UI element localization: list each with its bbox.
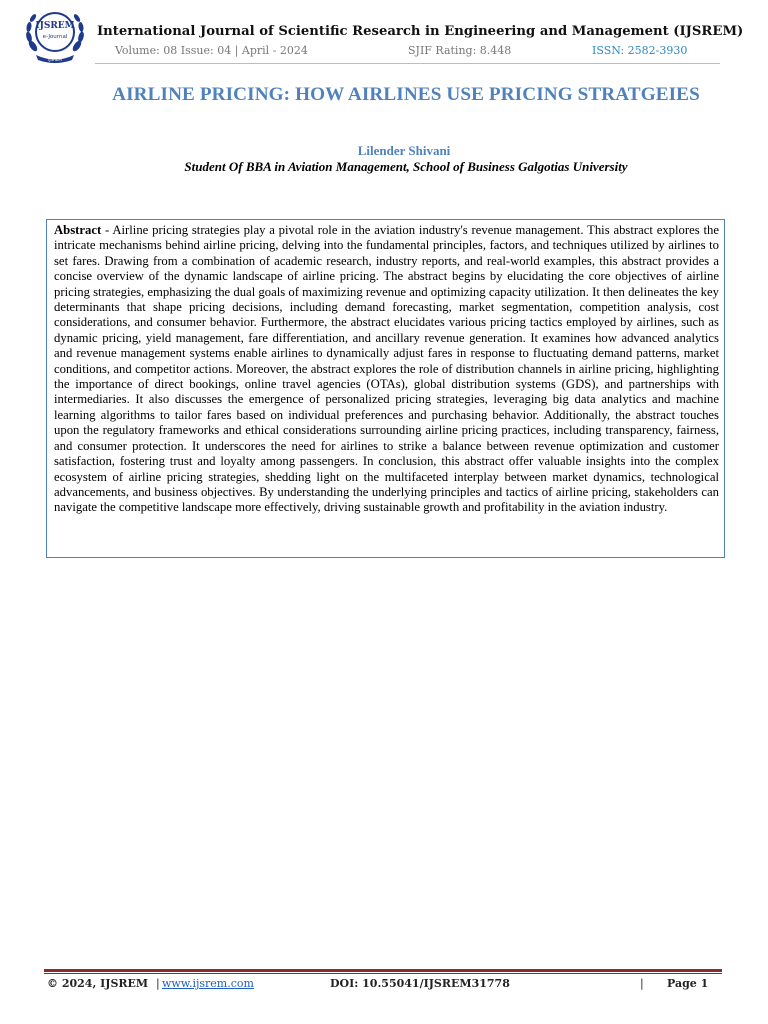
author-affiliation: Student Of BBA in Aviation Management, School of Business Galgotias University	[184, 159, 628, 174]
logo-text: IJSREM	[35, 21, 75, 31]
ijsrem-logo	[22, 6, 88, 64]
journal-title: International Journal of Scientific Research in Engineering and Management (IJSREM)	[97, 24, 744, 39]
footer-separator: |	[156, 977, 160, 990]
volume-issue: Volume: 08 Issue: 04 | April - 2024	[115, 44, 308, 57]
issn: ISSN: 2582-3930	[592, 44, 688, 57]
logo-ribbon-text: IJSREM	[48, 57, 62, 62]
footer-rule-thin	[44, 973, 722, 974]
footer-doi: DOI: 10.55041/IJSREM31778	[330, 977, 510, 990]
footer-copyright: © 2024, IJSREM	[47, 977, 149, 990]
paper-title: AIRLINE PRICING: HOW AIRLINES USE PRICING STRATGEIES	[112, 84, 700, 105]
footer-rule-thick	[44, 969, 722, 972]
header-divider	[95, 63, 720, 64]
footer-separator: |	[640, 977, 644, 990]
sjif-rating: SJIF Rating: 8.448	[408, 44, 512, 57]
author-name: Lilender Shivani	[357, 143, 451, 158]
footer-page-number: Page 1	[667, 977, 709, 990]
logo-subtext: e-Journal	[42, 34, 68, 40]
abstract-label: Abstract	[54, 223, 102, 237]
abstract-text: - Airline pricing strategies play a pivotal role in the aviation industry's revenue management. This abstract explores the intricate mechanisms behind airline pricing, delving into the fundamental principles, factors, and techniques utilized by airlines to set fares. Drawing from a combination of academic research, industry reports, and real-world examples, this abstract provides a concise overview of the dynamic landscape of airline pricing. The abstract begins by elucidating the core objectives of airline pricing strategies, emphasizing the dual goals of maximizing revenue and optimizing capacity utilization. It then delineates the key determinants that shape pricing decisions, including demand forecasting, market segmentation, competition analysis, cost considerations, and consumer behavior. Furthermore, the abstract elucidates various pricing tactics employed by airlines, such as dynamic pricing, yield management, fare differentiation, and ancillary revenue generation. It examines how advanced analytics and revenue management systems enable airlines to dynamically adjust fares in response to fluctuating demand patterns, market conditions, and competitor actions. Moreover, the abstract explores the role of distribution channels in airline pricing, highlighting the importance of direct bookings, online travel agencies (OTAs), global distribution systems (GDS), and partnerships with intermediaries. It also discusses the emergence of personalized pricing strategies, leveraging big data analytics and machine learning algorithms to tailor fares based on individual preferences and purchasing behavior. Additionally, the abstract touches upon the regulatory frameworks and ethical considerations surrounding airline pricing practices, including transparency, fairness, and consumer protection. It underscores the need for airlines to strike a balance between revenue optimization and customer satisfaction, fostering trust and loyalty among passengers. In conclusion, this abstract offer valuable insights into the complex ecosystem of airline pricing strategies, shedding light on the multifaceted interplay between market dynamics, technological advancements, and business objectives. By understanding the underlying principles and tactics of airline pricing, stakeholders can navigate the competitive landscape more effectively, driving sustainable growth and profitability in the aviation industry.	[54, 223, 719, 515]
abstract-box	[46, 219, 725, 558]
footer-website-link[interactable]: www.ijsrem.com	[162, 977, 254, 990]
